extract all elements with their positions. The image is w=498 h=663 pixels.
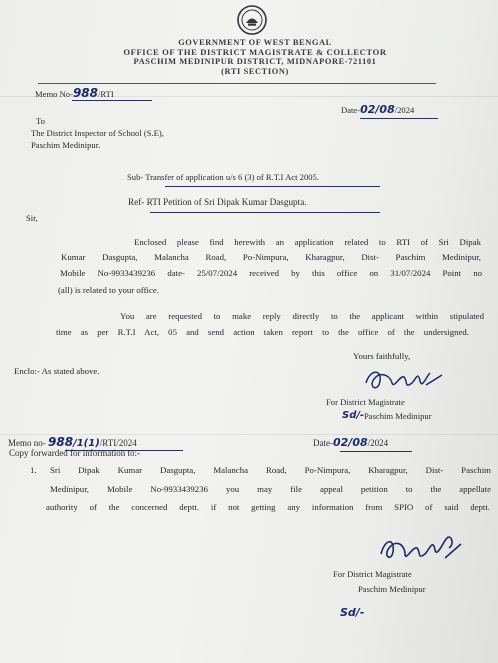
reference-line: Ref- RTI Petition of Sri Dipak Kumar Dasgupta.: [128, 197, 307, 207]
memo-bottom-number: 988: [48, 435, 74, 449]
recipient-line2: Paschim Medinipur.: [31, 140, 101, 150]
header-section: (RTI SECTION): [221, 67, 289, 76]
sign2-initials: Sd/-: [340, 606, 365, 619]
para1-line1: Enclosed please find herewith an application related to RTI of Sri Dipak: [134, 237, 481, 247]
header-office: OFFICE OF THE DISTRICT MAGISTRATE & COLLECTOR: [123, 47, 387, 57]
reference-underline: [150, 212, 380, 213]
date-top: [341, 103, 414, 116]
closing: Yours faithfully,: [353, 351, 411, 361]
date-bottom-year: /2024: [367, 438, 389, 448]
date-value: 02/08: [360, 103, 395, 116]
memo-underline: [72, 100, 152, 101]
signature-2: [375, 528, 465, 570]
para2-line2: time as per R.T.I Act, 05 and send action taken report to the office of the undersigned.: [56, 327, 469, 337]
date-bottom-value: 02/08: [333, 436, 368, 449]
date-bottom-underline: [340, 451, 412, 452]
para1-line2: Kumar Dasgupta, Malancha Road, Po-Nimpura, Kharagpur, Dist- Paschim Medinipur,: [61, 252, 481, 262]
sign1-place: Paschim Medinipur: [364, 411, 432, 421]
date-underline: [360, 118, 438, 119]
header-district: PASCHIM MEDINIPUR DISTRICT, MIDNAPORE-721101: [133, 57, 377, 66]
salutation: Sir,: [26, 213, 38, 223]
para2-line1: You are requested to make reply directly to the applicant within stipulated: [120, 311, 484, 321]
header-government: GOVERNMENT OF WEST BENGAL: [178, 38, 332, 47]
date-label: Date-: [341, 105, 361, 115]
copy-item-number: 1.: [30, 465, 37, 475]
memo-suffix: /RTI: [98, 89, 114, 99]
to-label: To: [36, 116, 45, 126]
para1-line3: Mobile No-9933439236 date- 25/07/2024 received by this office on 31/07/2024 Point no: [60, 268, 482, 278]
date-bottom-label: Date-: [313, 438, 333, 448]
memo-top: [35, 86, 114, 100]
memo-label: Memo No-: [35, 89, 73, 99]
copy-item-line3: authority of the concerned deptt. if not getting any information from SPIO of said deptt.: [46, 502, 490, 512]
government-emblem-icon: [236, 4, 268, 36]
signature-1: [360, 363, 450, 399]
sign1-title: For District Magistrate: [326, 397, 405, 407]
sign2-place: Paschim Medinipur: [358, 584, 426, 594]
sign2-title: For District Magistrate: [333, 569, 412, 579]
memo-bottom: [8, 435, 137, 449]
sign1-signature: Sd/-: [342, 410, 365, 421]
memo-bottom-suffix1: /1(1): [73, 438, 100, 449]
copy-forwarded: Copy forwarded for information to:-: [9, 448, 140, 458]
memo-number: 988: [72, 86, 99, 100]
copy-item-line2: Medinipur, Mobile No-9933439236 you may file appeal petition to the appellate: [50, 484, 491, 494]
enclosure: Enclo:- As stated above.: [14, 366, 100, 376]
date-bottom: [313, 436, 388, 449]
memo-bottom-label: Memo no-: [8, 438, 46, 448]
recipient-line1: The District Inspector of School (S.E),: [31, 128, 164, 138]
para1-line4: (all) is related to your office.: [58, 285, 159, 295]
subject-line: Sub- Transfer of application u/s 6 (3) of R.T.I Act 2005.: [127, 172, 319, 182]
header-divider: [38, 83, 436, 84]
copy-item-line1: Sri Dipak Kumar Dasgupta, Malancha Road, Po-Nimpura, Kharagpur, Dist- Paschim: [50, 465, 491, 475]
date-year: /2024: [394, 105, 415, 115]
subject-underline: [165, 186, 380, 187]
memo-bottom-suffix2: /RTI/2024: [99, 438, 137, 448]
